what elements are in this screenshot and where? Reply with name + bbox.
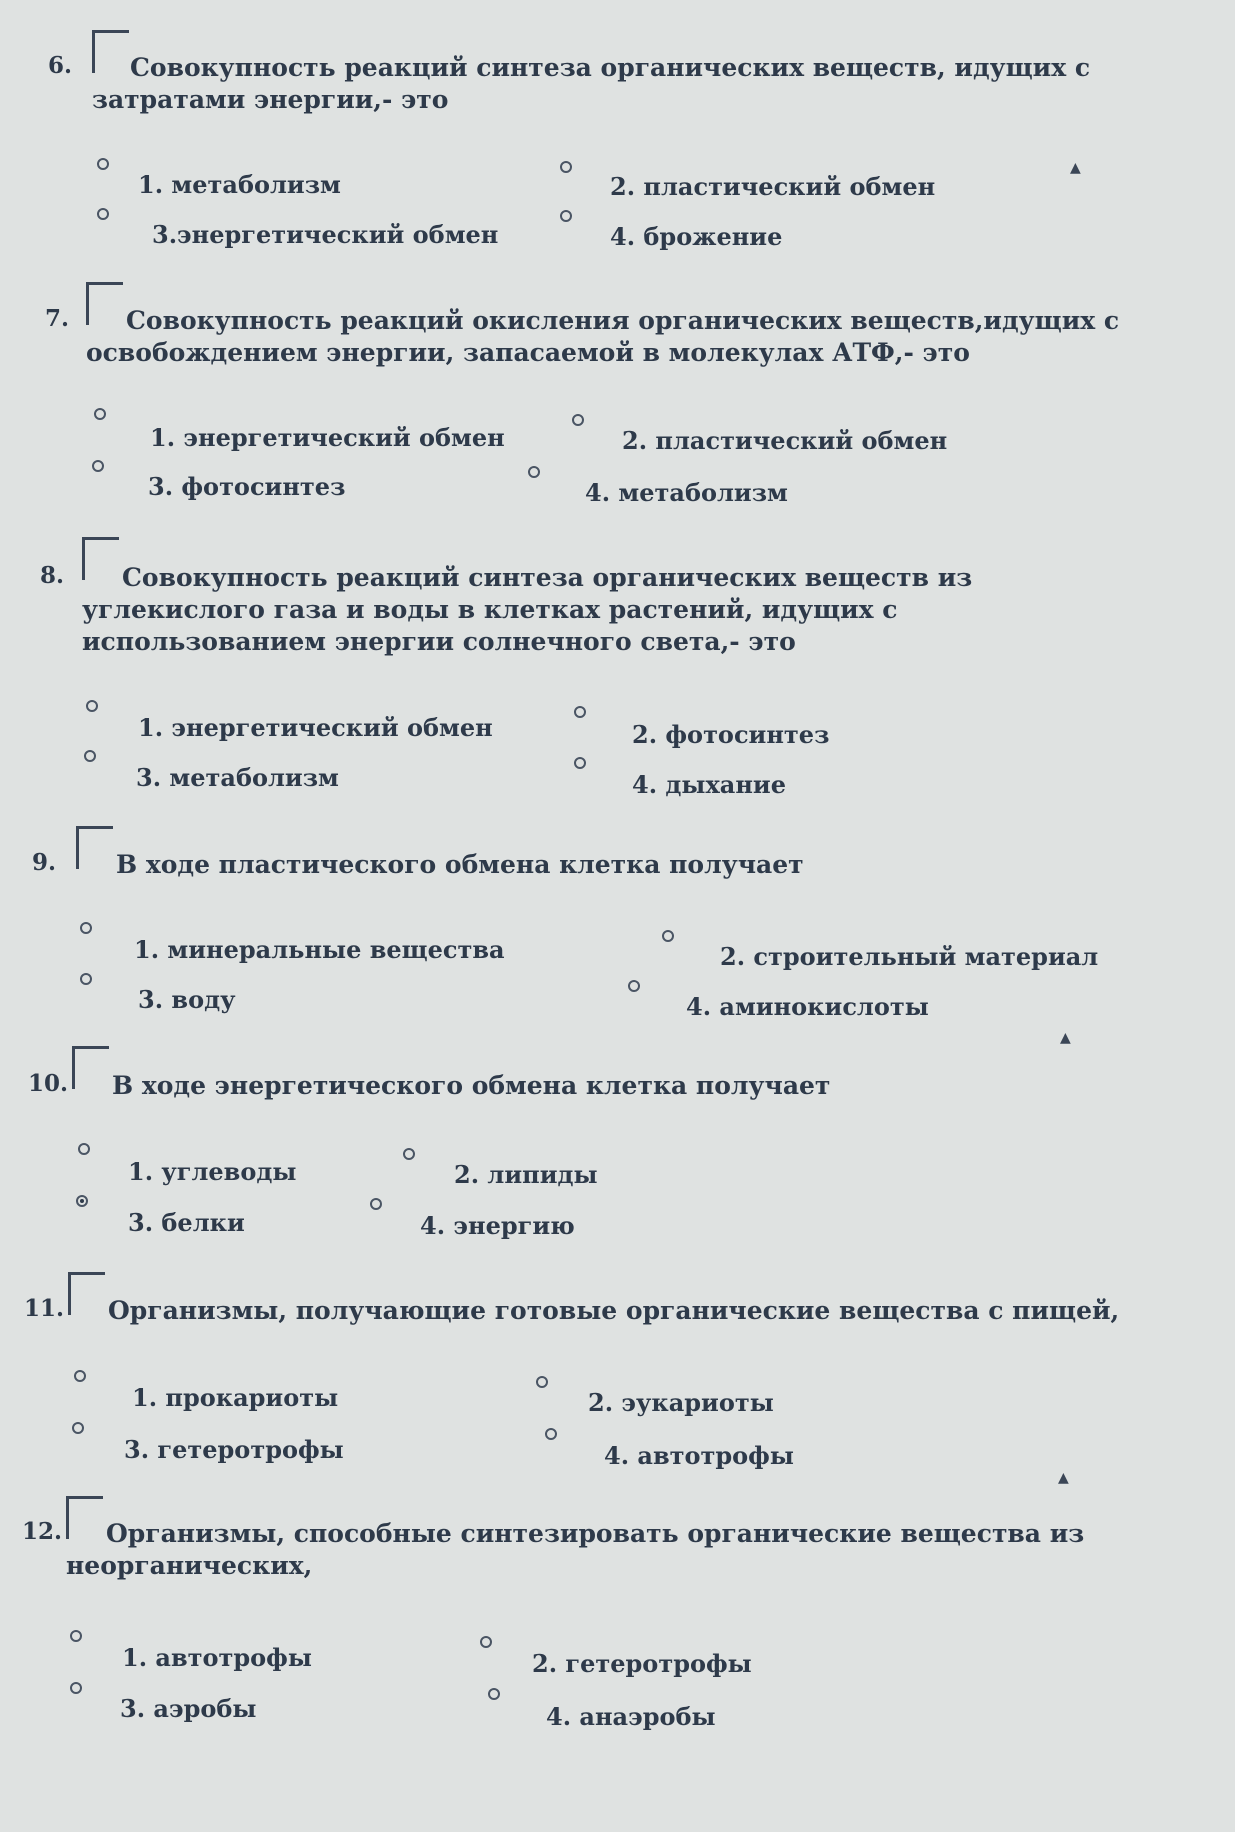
option-radio[interactable]	[78, 1143, 90, 1155]
option-label: 1. энергетический обмен	[138, 713, 493, 742]
option-radio[interactable]	[86, 700, 98, 712]
option-radio[interactable]	[572, 414, 584, 426]
option-label: 1. энергетический обмен	[150, 423, 505, 452]
question-number: 11.	[24, 1295, 65, 1322]
option-label: 2. липиды	[454, 1160, 598, 1189]
option-label: 1. минеральные вещества	[134, 935, 505, 964]
option-radio[interactable]	[80, 922, 92, 934]
question-text: Совокупность реакций синтеза органических веществ из углекислого газа и воды в клетках растений, идущих с использованием энергии солнечного света,- это	[82, 563, 973, 656]
option-label: 2. пластический обмен	[622, 426, 948, 455]
option-label: 4. метаболизм	[585, 478, 788, 507]
option-radio[interactable]	[403, 1148, 415, 1160]
option-radio[interactable]	[480, 1636, 492, 1648]
option-radio[interactable]	[488, 1688, 500, 1700]
option-label: 4. энергию	[420, 1211, 575, 1240]
option-label: 3. фотосинтез	[148, 472, 346, 501]
question-text: Совокупность реакций синтеза органических веществ, идущих с затратами энергии,- это	[92, 53, 1091, 114]
question-number: 7.	[45, 305, 70, 332]
option-radio[interactable]	[574, 757, 586, 769]
option-label: 3. метаболизм	[136, 763, 339, 792]
option-label: 1. прокариоты	[132, 1383, 339, 1412]
question-text: В ходе пластического обмена клетка получает	[116, 850, 804, 879]
option-label: 1. автотрофы	[122, 1643, 312, 1672]
question-text: Совокупность реакций окисления органических веществ,идущих с освобождением энергии, запасаемой в молекулах АТФ,- это	[86, 306, 1120, 367]
option-radio[interactable]	[84, 750, 96, 762]
option-label: 3. аэробы	[120, 1694, 257, 1723]
option-label: 3. белки	[128, 1208, 245, 1237]
option-label: 4. анаэробы	[546, 1702, 716, 1731]
option-radio[interactable]	[628, 980, 640, 992]
option-label: 3. гетеротрофы	[124, 1435, 344, 1464]
option-radio[interactable]	[80, 973, 92, 985]
option-label: 3.энергетический обмен	[152, 220, 499, 249]
pen-mark: ▲	[1060, 1030, 1071, 1046]
option-radio[interactable]	[94, 408, 106, 420]
option-radio[interactable]	[97, 208, 109, 220]
option-label: 4. аминокислоты	[686, 992, 929, 1021]
option-label: 4. автотрофы	[604, 1441, 794, 1470]
option-radio[interactable]	[545, 1428, 557, 1440]
option-label: 2. эукариоты	[588, 1388, 774, 1417]
question-text: Организмы, получающие готовые органические вещества с пищей,	[108, 1296, 1120, 1325]
question-text: В ходе энергетического обмена клетка получает	[112, 1071, 831, 1100]
option-label: 1. метаболизм	[138, 170, 341, 199]
question-number: 9.	[32, 849, 57, 876]
option-radio[interactable]	[70, 1682, 82, 1694]
option-label: 4. дыхание	[632, 770, 786, 799]
option-radio[interactable]	[574, 706, 586, 718]
option-label: 2. строительный материал	[720, 942, 1099, 971]
question-number: 6.	[48, 52, 73, 79]
option-radio[interactable]	[662, 930, 674, 942]
option-radio[interactable]	[70, 1630, 82, 1642]
question-text: Организмы, способные синтезировать органические вещества из неорганических,	[66, 1519, 1085, 1580]
pen-mark: ▲	[1058, 1470, 1069, 1486]
option-label: 3. воду	[138, 985, 236, 1014]
option-radio[interactable]	[97, 158, 109, 170]
question-number: 8.	[40, 562, 65, 589]
option-label: 1. углеводы	[128, 1157, 297, 1186]
option-label: 2. гетеротрофы	[532, 1649, 752, 1678]
option-label: 2. пластический обмен	[610, 172, 936, 201]
option-radio[interactable]	[528, 466, 540, 478]
option-radio[interactable]	[92, 460, 104, 472]
option-radio-selected[interactable]	[76, 1195, 88, 1207]
option-radio[interactable]	[72, 1422, 84, 1434]
pen-mark: ▲	[1070, 160, 1081, 176]
option-radio[interactable]	[536, 1376, 548, 1388]
option-radio[interactable]	[560, 161, 572, 173]
option-radio[interactable]	[74, 1370, 86, 1382]
option-label: 2. фотосинтез	[632, 720, 830, 749]
option-radio[interactable]	[560, 210, 572, 222]
option-radio[interactable]	[370, 1198, 382, 1210]
question-number: 12.	[22, 1518, 63, 1545]
question-number: 10.	[28, 1070, 69, 1097]
option-label: 4. брожение	[610, 222, 783, 251]
